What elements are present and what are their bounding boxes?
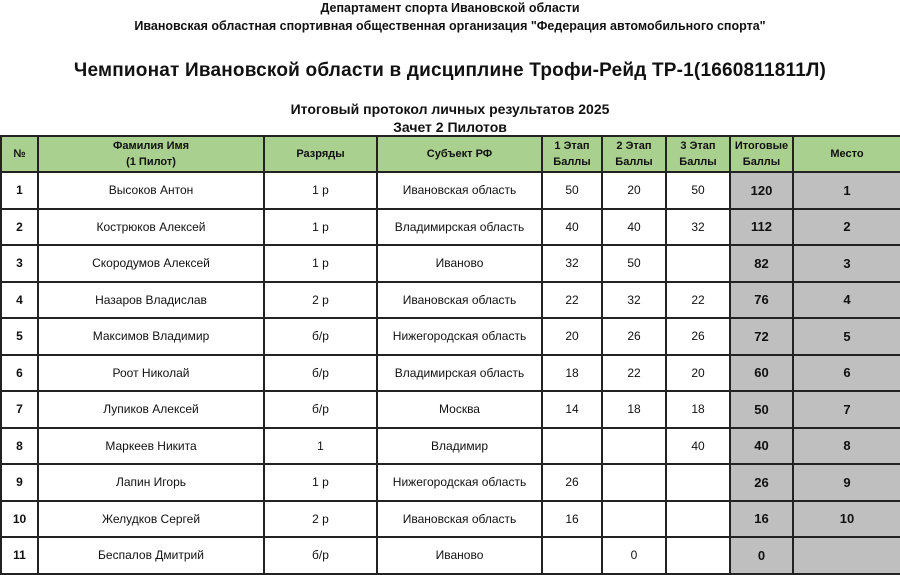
col-rank-cell: 1 р [264,464,377,501]
col-region-cell: Иваново [377,537,542,574]
col-rank-cell: б/р [264,355,377,392]
results-table [0,135,900,575]
col-place-cell: 3 [793,245,900,282]
header-col-stage1: 1 Этап Баллы [542,136,602,172]
col-region-cell: Ивановская область [377,282,542,319]
col-region-cell: Иваново [377,245,542,282]
col-number-cell: 2 [1,209,38,246]
col-stage3-cell: 40 [666,428,730,465]
col-stage1-cell: 16 [542,501,602,538]
col-place-cell: 4 [793,282,900,319]
col-stage2-cell: 26 [602,318,666,355]
col-rank-cell: 2 р [264,282,377,319]
col-total-cell: 60 [730,355,793,392]
col-region-cell: Владимирская область [377,355,542,392]
col-total-cell: 16 [730,501,793,538]
col-total-cell: 76 [730,282,793,319]
col-stage3-cell [666,537,730,574]
col-rank-cell: б/р [264,318,377,355]
col-stage1-cell: 40 [542,209,602,246]
col-stage1-cell [542,428,602,465]
col-name-cell: Беспалов Дмитрий [38,537,264,574]
col-stage2-cell: 22 [602,355,666,392]
col-rank-cell: 1 р [264,209,377,246]
col-number-cell: 7 [1,391,38,428]
col-number-cell: 3 [1,245,38,282]
col-stage2-cell: 50 [602,245,666,282]
col-place-cell: 5 [793,318,900,355]
col-total-cell: 50 [730,391,793,428]
col-total-cell: 82 [730,245,793,282]
col-name-cell: Максимов Владимир [38,318,264,355]
col-rank-cell: 1 [264,428,377,465]
table-row [1,282,900,319]
col-name-cell: Назаров Владислав [38,282,264,319]
table-row [1,355,900,392]
header-col-name: Фамилия Имя (1 Пилот) [38,136,264,172]
col-stage2-cell: 20 [602,172,666,209]
col-name-cell: Скородумов Алексей [38,245,264,282]
col-stage1-cell: 32 [542,245,602,282]
header-col-stage2: 2 Этап Баллы [602,136,666,172]
col-number-cell: 4 [1,282,38,319]
col-rank-cell: 2 р [264,501,377,538]
col-region-cell: Владимир [377,428,542,465]
header-col-place: Место [793,136,900,172]
col-stage1-cell: 50 [542,172,602,209]
col-name-cell: Высоков Антон [38,172,264,209]
col-stage3-cell [666,245,730,282]
col-region-cell: Ивановская область [377,501,542,538]
col-stage3-cell [666,501,730,538]
header-col-stage3: 3 Этап Баллы [666,136,730,172]
col-number-cell: 11 [1,537,38,574]
table-row [1,501,900,538]
col-place-cell: 9 [793,464,900,501]
col-stage3-cell: 32 [666,209,730,246]
col-place-cell [793,537,900,574]
col-stage1-cell: 14 [542,391,602,428]
col-region-cell: Ивановская область [377,172,542,209]
header-col-total: Итоговые Баллы [730,136,793,172]
col-stage3-cell: 18 [666,391,730,428]
protocol-subtitle: Итоговый протокол личных результатов 2025 [290,101,610,117]
header-col-region: Субъект РФ [377,136,542,172]
col-place-cell: 8 [793,428,900,465]
col-stage1-cell [542,537,602,574]
col-region-cell: Нижегородская область [377,318,542,355]
col-number-cell: 10 [1,501,38,538]
col-stage2-cell [602,501,666,538]
col-name-cell: Кострюков Алексей [38,209,264,246]
col-region-cell: Владимирская область [377,209,542,246]
table-row [1,209,900,246]
table-row [1,464,900,501]
category-heading: Зачет 2 Пилотов [393,119,507,135]
col-stage2-cell: 40 [602,209,666,246]
table-row [1,318,900,355]
col-name-cell: Роот Николай [38,355,264,392]
col-stage2-cell: 32 [602,282,666,319]
col-stage2-cell [602,464,666,501]
col-stage1-cell: 20 [542,318,602,355]
col-total-cell: 120 [730,172,793,209]
col-stage1-cell: 18 [542,355,602,392]
col-name-cell: Маркеев Никита [38,428,264,465]
table-row [1,391,900,428]
col-stage1-cell: 22 [542,282,602,319]
table-row [1,428,900,465]
col-place-cell: 10 [793,501,900,538]
col-number-cell: 9 [1,464,38,501]
table-row [1,172,900,209]
col-place-cell: 2 [793,209,900,246]
col-stage3-cell: 26 [666,318,730,355]
department-heading: Департамент спорта Ивановской области [320,1,580,15]
col-place-cell: 1 [793,172,900,209]
col-stage3-cell: 50 [666,172,730,209]
col-region-cell: Москва [377,391,542,428]
col-number-cell: 1 [1,172,38,209]
header-col-number: № [1,136,38,172]
col-region-cell: Нижегородская область [377,464,542,501]
col-total-cell: 40 [730,428,793,465]
page-title: Чемпионат Ивановской области в дисциплине Трофи-Рейд ТР-1(1660811811Л) [73,60,827,81]
table-row [1,537,900,574]
col-number-cell: 8 [1,428,38,465]
col-stage1-cell: 26 [542,464,602,501]
col-place-cell: 6 [793,355,900,392]
col-total-cell: 26 [730,464,793,501]
col-place-cell: 7 [793,391,900,428]
col-stage2-cell: 0 [602,537,666,574]
col-total-cell: 112 [730,209,793,246]
organization-heading: Ивановская областная спортивная общественная организация "Федерация автомобильного спорта" [134,19,766,33]
col-number-cell: 5 [1,318,38,355]
col-stage3-cell [666,464,730,501]
col-total-cell: 0 [730,537,793,574]
col-name-cell: Лупиков Алексей [38,391,264,428]
col-stage2-cell: 18 [602,391,666,428]
col-number-cell: 6 [1,355,38,392]
col-stage2-cell [602,428,666,465]
col-name-cell: Желудков Сергей [38,501,264,538]
table-row [1,245,900,282]
col-name-cell: Лапин Игорь [38,464,264,501]
col-rank-cell: б/р [264,391,377,428]
col-total-cell: 72 [730,318,793,355]
col-stage3-cell: 20 [666,355,730,392]
col-rank-cell: 1 р [264,172,377,209]
header-col-rank: Разряды [264,136,377,172]
col-stage3-cell: 22 [666,282,730,319]
col-rank-cell: б/р [264,537,377,574]
col-rank-cell: 1 р [264,245,377,282]
